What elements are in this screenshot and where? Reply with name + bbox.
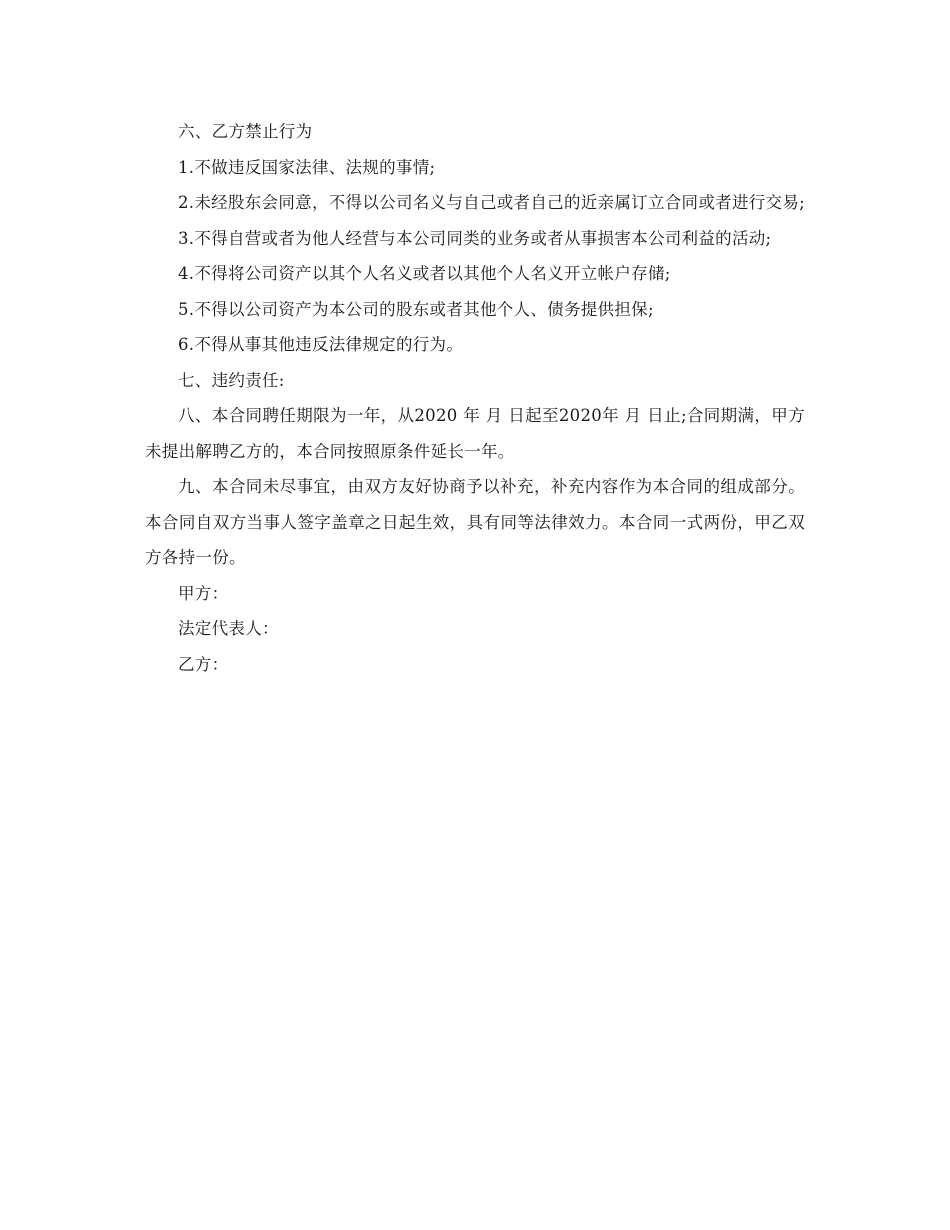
document-body xyxy=(145,114,805,682)
clause-4: 4.不得将公司资产以其个人名义或者以其他个人名义开立帐户存储; xyxy=(178,264,671,283)
section-heading-prohibited-conduct: 六、乙方禁止行为 xyxy=(178,122,313,141)
clause-3: 3.不得自营或者为他人经营与本公司同类的业务或者从事损害本公司利益的活动; xyxy=(178,228,772,248)
clause-1: 1.不做违反国家法律、法规的事情; xyxy=(178,157,436,177)
signature-party-b: 乙方： xyxy=(178,654,229,674)
clause-6: 6.不得从事其他违反法律规定的行为。 xyxy=(178,335,464,354)
clause-2: 2.未经股东会同意，不得以公司名义与自己或者自己的近亲属订立合同或者进行交易; xyxy=(178,193,806,212)
section-heading-liability: 七、违约责任: xyxy=(178,370,285,390)
section-term: 八、本合同聘任期限为一年，从2020 年 月 日起至2020年 月 日止;合同期满，甲方未提出解聘乙方的，本合同按照原条件延长一年。 xyxy=(145,406,805,461)
signature-legal-representative: 法定代表人： xyxy=(178,619,279,638)
section-supplementary: 九、本合同未尽事宜，由双方友好协商予以补充，补充内容作为本合同的组成部分。本合同自双方当事人签字盖章之日起生效，具有同等法律效力。本合同一式两份，甲乙双方各持一份。 xyxy=(145,477,805,567)
signature-party-a: 甲方： xyxy=(178,583,229,603)
clause-5: 5.不得以公司资产为本公司的股东或者其他个人、债务提供担保; xyxy=(178,299,654,319)
